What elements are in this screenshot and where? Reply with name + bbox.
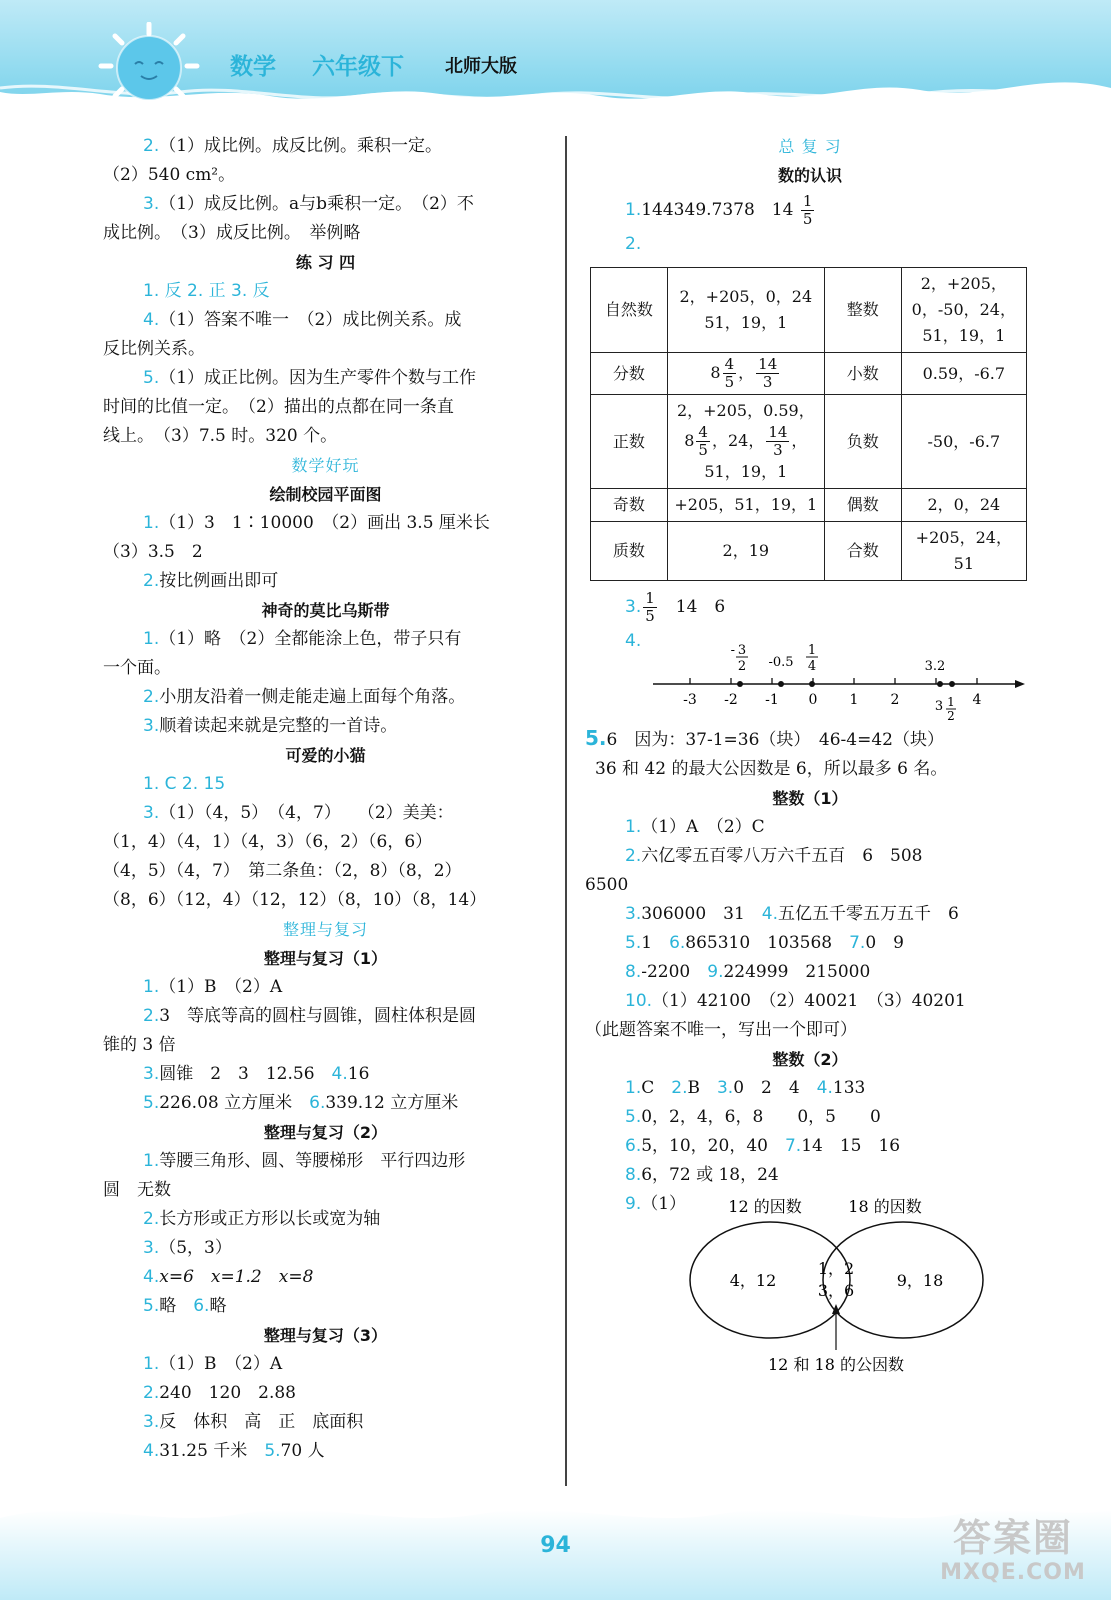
answer-line: 5.0，2，4，6，8 0，5 0 xyxy=(625,1107,881,1127)
column-divider xyxy=(565,136,567,1486)
answer-line: 3.306000 31 4.五亿五千零五万五千 6 xyxy=(625,904,959,924)
table-cell: 整数 xyxy=(824,268,901,353)
answer-line: 1.（1）B （2）A xyxy=(143,1354,283,1374)
mobius-title: 神奇的莫比乌斯带 xyxy=(261,601,390,620)
answer-line: 1.C 2.B 3.0 2 4 4.133 xyxy=(625,1078,866,1098)
table-cell: 质数 xyxy=(591,522,668,581)
review-2-title: 整理与复习（2） xyxy=(263,1123,388,1142)
answer-line: （3）3.5 2 xyxy=(103,542,203,562)
table-cell: 负数 xyxy=(824,395,901,489)
integers-2-title: 整数（2） xyxy=(772,1050,848,1069)
table-cell: 2，+205，0，24 51，19，1 xyxy=(667,268,824,353)
edition-label: 北师大版 xyxy=(445,56,517,77)
review-section-title: 整理与复习 xyxy=(282,920,368,939)
answer-line: （2）540 cm²。 xyxy=(103,165,236,185)
point-quarter xyxy=(809,681,815,687)
label-four: 4 xyxy=(807,659,817,674)
answer-line: 5.6 因为：37-1=36（块） 46-4=42（块） xyxy=(585,726,944,750)
answer-line: 6500 xyxy=(585,875,629,895)
answer-line: 1. C 2. 15 xyxy=(143,774,226,794)
point-neg-0-5 xyxy=(778,681,784,687)
table-cell: 奇数 xyxy=(591,489,668,522)
answer-line: 2.240 120 2.88 xyxy=(143,1383,296,1403)
sun-icon xyxy=(95,22,205,112)
answer-line: 36 和 42 的最大公因数是 6，所以最多 6 名。 xyxy=(595,759,948,779)
answer-line: 反比例关系。 xyxy=(103,339,205,359)
point-3-2 xyxy=(937,681,943,687)
general-review-title: 总 复 习 xyxy=(778,137,842,156)
table-cell: 0.59，-6.7 xyxy=(901,353,1026,395)
answer-line: 4.（1）答案不唯一 （2）成比例关系。成 xyxy=(143,310,462,330)
table-cell: 2，0，24 xyxy=(901,489,1026,522)
answer-line: 3.反 体积 高 正 底面积 xyxy=(143,1412,364,1432)
answer-line: 2. xyxy=(625,234,642,254)
table-cell: 自然数 xyxy=(591,268,668,353)
venn-mid-values-1: 1，2 xyxy=(817,1259,855,1278)
label-three-point-two: 3.2 xyxy=(924,659,946,674)
page-header xyxy=(0,0,1111,110)
table-cell: 8 $\frac{4}{5}$ ， $\frac{14}{3}$ xyxy=(667,353,824,395)
label-two: 2 xyxy=(947,709,955,722)
answer-line: 1. 反 2. 正 3. 反 xyxy=(143,281,270,301)
answer-line: 3. $\frac{1}{5}$ 14 6 xyxy=(625,589,726,625)
table-row xyxy=(591,268,1027,353)
answer-line: 3.（1）（4，5） （4，7） （2）美美： xyxy=(143,803,454,823)
answer-line: 2.长方形或正方形以长或宽为轴 xyxy=(143,1209,381,1229)
exercise-four-title: 练 习 四 xyxy=(295,253,356,272)
page-number: 94 xyxy=(540,1533,571,1558)
answer-line: 8.6，72 或 18，24 xyxy=(625,1165,779,1185)
table-cell: 2，+205，0，-50，24，51，19，1 xyxy=(901,268,1026,353)
answer-line: 2.按比例画出即可 xyxy=(143,571,279,591)
answer-line: 5.1 6.865310 103568 7.0 9 xyxy=(625,933,904,953)
answer-line: 6.5，10，20，40 7.14 15 16 xyxy=(625,1136,901,1156)
venn-right-values: 9，18 xyxy=(896,1271,944,1290)
campus-map-title: 绘制校园平面图 xyxy=(269,485,382,504)
answer-line: 2.（1）成比例。成反比例。乘积一定。 xyxy=(143,136,443,156)
grade-title: 六年级下 xyxy=(312,54,404,80)
number-classification-table xyxy=(590,267,1027,581)
table-row xyxy=(591,395,1027,489)
table-cell: 2，+205，0.59， 8 $\frac{4}{5}$ ，24， $\frac{14}{3}$ ， 51，19，1 xyxy=(667,395,824,489)
label-three-whole: 3 xyxy=(934,699,944,714)
arrow-icon xyxy=(1015,680,1025,688)
number-line-tick-label: 1 xyxy=(849,692,859,708)
answer-line: 9.（1） xyxy=(625,1194,687,1214)
answer-line: 3.（1）成反比例。a与b乘积一定。 （2）不 xyxy=(143,194,474,214)
number-line-tick-label: -3 xyxy=(683,692,697,708)
number-line-tick-label: 0 xyxy=(808,692,818,708)
right-column xyxy=(585,132,1035,1380)
integers-1-title: 整数（1） xyxy=(772,789,848,808)
answer-line: （1，4）（4，1）（4，3）（6，2）（6，6） xyxy=(103,832,433,852)
label-three: 3 xyxy=(737,644,747,658)
answer-line: 10.（1）42100 （2）40021 （3）40201 xyxy=(625,991,966,1011)
point-neg-1-5 xyxy=(737,681,743,687)
table-cell: 2，19 xyxy=(667,522,824,581)
table-cell: +205，51，19，1 xyxy=(667,489,824,522)
answer-line: 5.（1）成正比例。因为生产零件个数与工作 xyxy=(143,368,477,388)
table-row xyxy=(591,353,1027,395)
venn-mid-values-2: 3，6 xyxy=(817,1281,855,1300)
answer-line: 1.（1）A （2）C xyxy=(625,817,765,837)
number-line xyxy=(585,644,1035,722)
label-neg-half: -0.5 xyxy=(768,655,794,670)
answer-line: 1.（1）略 （2）全都能涂上色，带子只有 xyxy=(143,629,462,649)
answer-line: 1.（1）3 1∶10000 （2）画出 3.5 厘米长 xyxy=(143,513,490,533)
venn-right-title: 18 的因数 xyxy=(848,1197,922,1216)
number-recognition-title: 数的认识 xyxy=(777,166,842,185)
answer-line: 2.3 等底等高的圆柱与圆锥，圆柱体积是圆 xyxy=(143,1006,477,1026)
answer-line: 锥的 3 倍 xyxy=(103,1035,176,1055)
table-cell: 偶数 xyxy=(824,489,901,522)
answer-line: （8，6）（12，4）（12，12）（8，10）（8，14） xyxy=(103,890,487,910)
answer-line: 1.等腰三角形、圆、等腰梯形 平行四边形 xyxy=(143,1151,466,1171)
answer-line: 5.226.08 立方厘米 6.339.12 立方厘米 xyxy=(143,1093,459,1113)
answer-line: （此题答案不唯一，写出一个即可） xyxy=(585,1020,857,1040)
label-one: 1 xyxy=(947,695,955,709)
cute-cat-title: 可爱的小猫 xyxy=(285,746,366,765)
number-line-tick-label: -2 xyxy=(724,692,738,708)
answer-line: 2.小朋友沿着一侧走能走遍上面每个角落。 xyxy=(143,687,466,707)
table-row xyxy=(591,489,1027,522)
table-cell: -50，-6.7 xyxy=(901,395,1026,489)
answer-line: 4.31.25 千米 5.70 人 xyxy=(143,1441,325,1461)
number-line-tick-label: 2 xyxy=(890,692,900,708)
number-line-tick-label: 4 xyxy=(972,692,982,708)
subject-title: 数学 xyxy=(230,54,276,80)
venn-block xyxy=(585,1190,1035,1380)
review-1-title: 整理与复习（1） xyxy=(263,949,388,968)
answer-line: 圆 无数 xyxy=(103,1180,171,1200)
answer-line: 8.-2200 9.224999 215000 xyxy=(625,962,871,982)
venn-left-values: 4，12 xyxy=(729,1271,777,1290)
left-column xyxy=(103,132,548,1466)
answer-line: 成比例。 （3）成反比例。 举例略 xyxy=(103,223,361,243)
answer-line: 2.六亿零五百零八万六千五百 6 508 xyxy=(625,846,923,866)
answer-line: 时间的比值一定。 （2）描出的点都在同一条直 xyxy=(103,397,454,417)
answer-line: 线上。 （3）7.5 时。320 个。 xyxy=(103,426,338,446)
table-cell: +205，24，51 xyxy=(901,522,1026,581)
answer-line: 一个面。 xyxy=(103,658,171,678)
table-cell: 小数 xyxy=(824,353,901,395)
number-line-tick-label: -1 xyxy=(765,692,779,708)
answer-line: 3.顺着读起来就是完整的一首诗。 xyxy=(143,716,398,736)
watermark: 答案圈 MXQE.COM xyxy=(940,1516,1086,1585)
answer-line: 1.（1）B （2）A xyxy=(143,977,283,997)
table-cell: 分数 xyxy=(591,353,668,395)
answer-line: 3.（5，3） xyxy=(143,1238,232,1258)
label-neg-three-halves-sign: - xyxy=(730,644,735,658)
answer-line: 3.圆锥 2 3 12.56 4.16 xyxy=(143,1064,370,1084)
math-fun-section: 数学好玩 xyxy=(291,456,360,475)
venn-left-title: 12 的因数 xyxy=(728,1197,802,1216)
answer-line: 5.略 6.略 xyxy=(143,1296,227,1316)
point-3-5 xyxy=(949,681,955,687)
venn-caption: 12 和 18 的公因数 xyxy=(768,1355,904,1374)
answer-line: （4，5）（4，7） 第二条鱼：（2，8）（8，2） xyxy=(103,861,462,881)
table-row xyxy=(591,522,1027,581)
label-one: 1 xyxy=(807,644,817,658)
answer-line: 1.144349.7378 14 $\frac{1}{5}$ xyxy=(625,192,813,228)
table-cell: 正数 xyxy=(591,395,668,489)
answer-line: 4.x=6 x=1.2 x=8 xyxy=(143,1267,314,1287)
fraction: $\frac{1}{5}$ xyxy=(802,192,813,228)
label-two: 2 xyxy=(737,659,747,674)
table-cell: 合数 xyxy=(824,522,901,581)
review-3-title: 整理与复习（3） xyxy=(263,1326,388,1345)
answer-line: 4. xyxy=(625,631,642,651)
venn-diagram xyxy=(585,1190,1035,1380)
